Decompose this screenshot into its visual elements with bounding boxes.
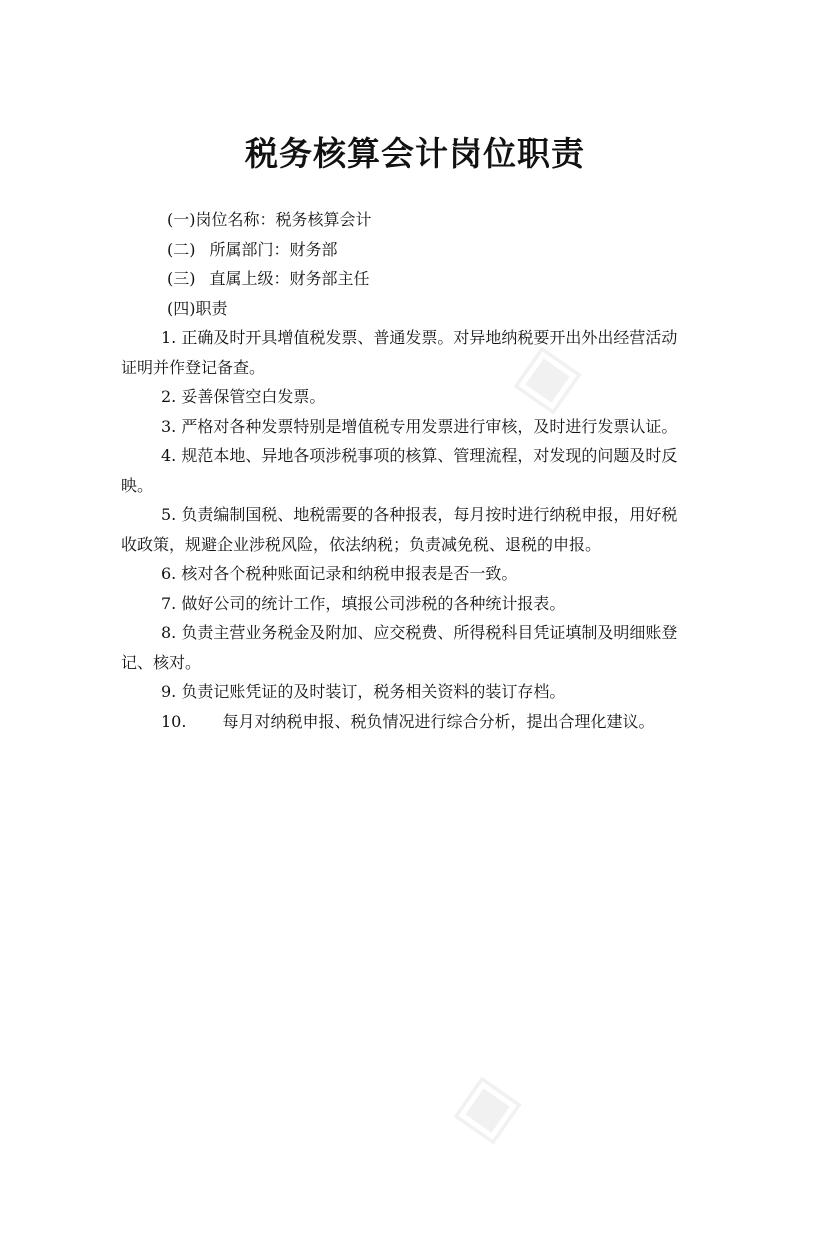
duty-item-first-line: 8. 负责主营业务税金及附加、应交税费、所得税科目凭证填制及明细账登 (161, 623, 678, 642)
duty-item (121, 559, 711, 589)
watermark (360, 980, 620, 1240)
department-value: 所属部门：财务部 (209, 239, 338, 259)
duty-item (121, 589, 711, 619)
watermark-mark: ▣ (444, 1059, 536, 1155)
duty-item-first-line: 2. 妥善保管空白发票。 (161, 387, 326, 406)
duty-item (121, 323, 711, 382)
duties-heading: (四)职责 (167, 298, 228, 318)
duty-item (121, 618, 711, 677)
supervisor-value: 直属上级：财务部主任 (209, 269, 370, 288)
duty-item-continuation: 收政策，规避企业涉税风险，依法纳税；负责减免税、退税的申报。 (121, 534, 602, 554)
duty-10-text: 每月对纳税申报、税负情况进行综合分析，提出合理化建议。 (222, 711, 655, 731)
duty-item-first-line: 6. 核对各个税种账面记录和纳税申报表是否一致。 (161, 564, 518, 583)
duty-item-continuation: 映。 (121, 475, 154, 495)
supervisor-label: (三) (167, 269, 196, 288)
position-name-line: (一)岗位名称：税务核算会计 (167, 210, 372, 229)
duty-item-first-line: 4. 规范本地、异地各项涉税事项的核算、管理流程，对发现的问题及时反 (161, 446, 678, 465)
duty-item (121, 382, 711, 412)
duty-item-first-line: 7. 做好公司的统计工作，填报公司涉税的各种统计报表。 (161, 593, 566, 613)
document-title: 税务核算会计岗位职责 (245, 134, 585, 173)
duty-item (121, 500, 711, 559)
duty-item-10 (121, 707, 711, 737)
duty-item (121, 412, 711, 442)
department-label: (二) (167, 239, 196, 259)
duty-10-number: 10. (161, 711, 187, 731)
duty-item (121, 677, 711, 707)
watermark-mark: ▣ (504, 329, 596, 425)
duty-item-first-line: 5. 负责编制国税、地税需要的各种报表，每月按时进行纳税申报，用好税 (161, 505, 678, 524)
duty-item-first-line: 1. 正确及时开具增值税发票、普通发票。对异地纳税要开出外出经营活动 (161, 328, 678, 347)
document-body (121, 205, 711, 736)
duty-item-continuation: 记、核对。 (121, 652, 202, 672)
duty-item-continuation: 证明并作登记备查。 (121, 357, 266, 377)
duty-item-first-line: 3. 严格对各种发票特别是增值税专用发票进行审核，及时进行发票认证。 (161, 416, 678, 436)
supervisor-line (121, 264, 711, 294)
department-line (121, 235, 711, 265)
duty-item (121, 441, 711, 500)
duty-item-first-line: 9. 负责记账凭证的及时装订，税务相关资料的装订存档。 (161, 682, 566, 701)
